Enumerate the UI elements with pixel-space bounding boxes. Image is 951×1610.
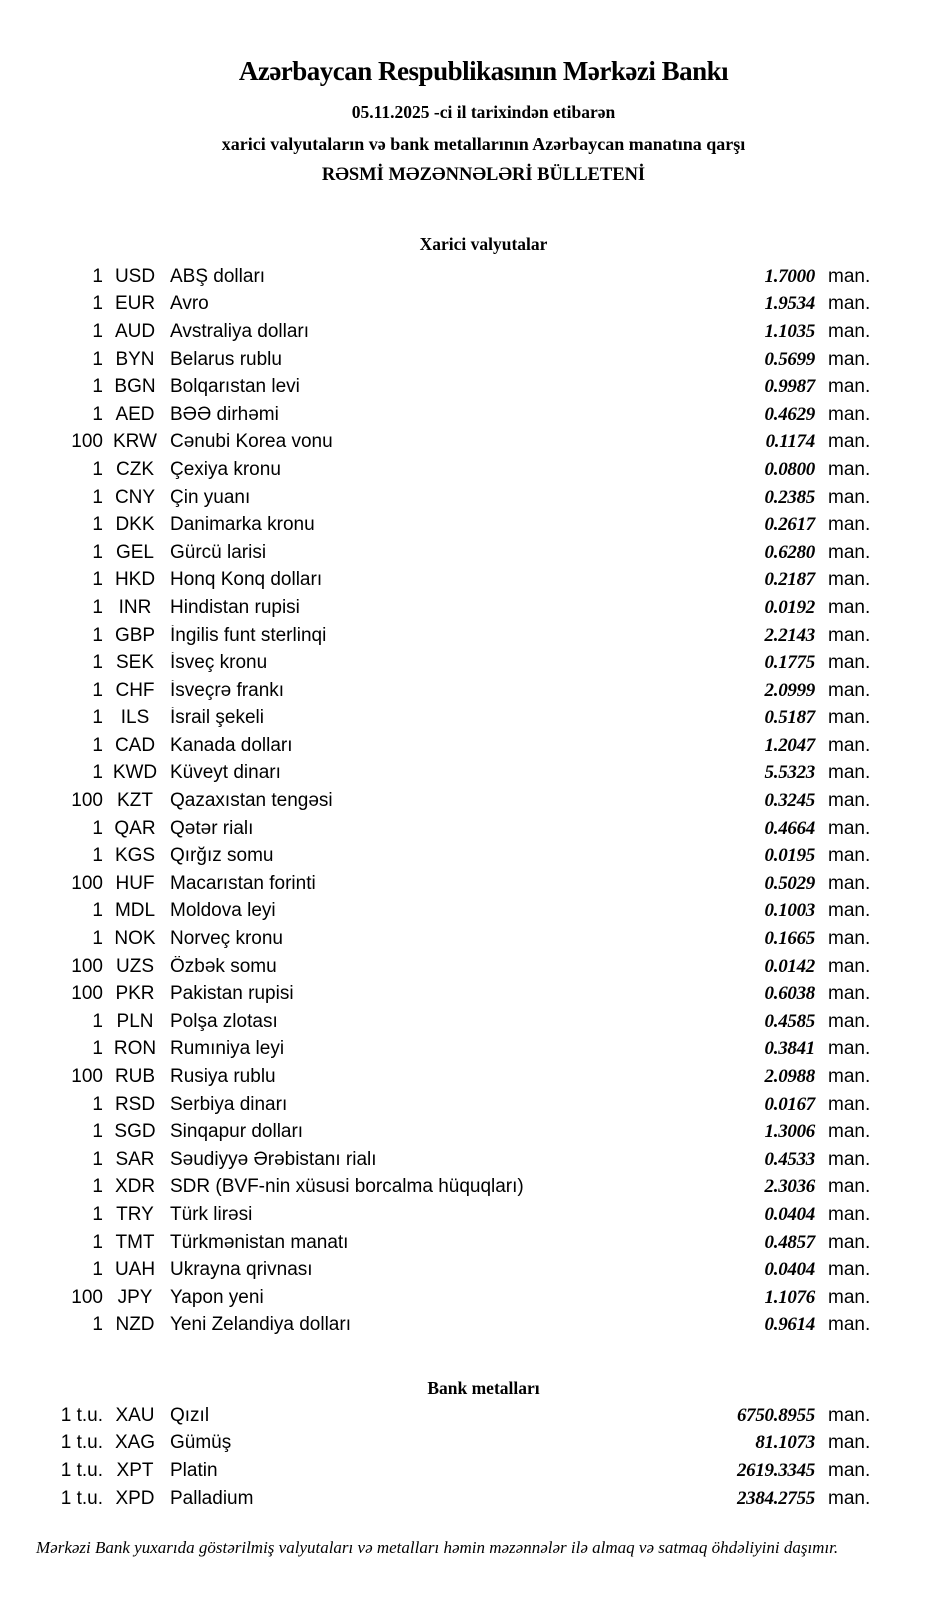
- currency-amount: 1: [92, 679, 103, 701]
- currency-unit-label: man.: [828, 293, 871, 315]
- currency-rate: 0.0167: [764, 1093, 815, 1115]
- metal-code: XAG: [114, 1432, 156, 1454]
- currency-unit-label: man.: [828, 1176, 871, 1198]
- metal-amount: 1 t.u.: [60, 1487, 103, 1509]
- currency-name: Türkmənistan manatı: [170, 1231, 349, 1253]
- currency-row: [0, 842, 951, 870]
- currency-row: [0, 1063, 951, 1091]
- metal-unit-label: man.: [828, 1432, 871, 1454]
- currency-unit-label: man.: [828, 652, 871, 674]
- currency-rate: 0.0800: [764, 458, 815, 480]
- currency-unit-label: man.: [828, 955, 871, 977]
- currency-code: RUB: [114, 1066, 156, 1088]
- currency-row: [0, 898, 951, 926]
- currency-amount: 1: [92, 486, 103, 508]
- currency-rate: 0.6280: [764, 541, 815, 563]
- currency-amount: 1: [92, 1314, 103, 1336]
- currency-code: UAH: [114, 1259, 156, 1281]
- currency-amount: 1: [92, 514, 103, 536]
- currency-amount: 1: [92, 1038, 103, 1060]
- currency-rate: 0.1003: [764, 900, 815, 922]
- currency-unit-label: man.: [828, 403, 871, 425]
- currency-unit-label: man.: [828, 486, 871, 508]
- metal-row: [0, 1430, 951, 1458]
- currency-row: [0, 263, 951, 291]
- currency-rate: 0.0142: [764, 955, 815, 977]
- currency-code: ILS: [120, 707, 150, 729]
- currency-row: [0, 760, 951, 788]
- currency-rate: 0.2617: [764, 514, 815, 536]
- metals-table: [0, 1402, 951, 1512]
- currency-unit-label: man.: [828, 1203, 871, 1225]
- currency-unit-label: man.: [828, 514, 871, 536]
- currency-code: DKK: [115, 514, 155, 536]
- currency-name: Özbək somu: [170, 955, 277, 977]
- metals-section-title: Bank metalları: [427, 1378, 540, 1398]
- currency-code: PKR: [115, 983, 155, 1005]
- metal-name: Qızıl: [170, 1404, 210, 1426]
- currency-amount: 1: [92, 817, 103, 839]
- currency-amount: 1: [92, 900, 103, 922]
- currency-rate: 1.2047: [764, 734, 815, 756]
- currency-rate: 1.1035: [764, 320, 815, 342]
- currency-name: Yapon yeni: [170, 1286, 264, 1308]
- currency-name: Rumıniya leyi: [170, 1038, 285, 1060]
- metal-code: XPD: [115, 1487, 155, 1509]
- currency-row: [0, 594, 951, 622]
- currency-rate: 0.0404: [764, 1259, 815, 1281]
- metal-row: [0, 1457, 951, 1485]
- currency-name: Avstraliya dolları: [170, 320, 310, 342]
- currency-amount: 1: [92, 293, 103, 315]
- currency-name: Norveç kronu: [170, 928, 283, 950]
- currency-name: Ukrayna qrivnası: [170, 1259, 313, 1281]
- currency-unit-label: man.: [828, 320, 871, 342]
- currency-name: Cənubi Korea vonu: [170, 431, 333, 453]
- currency-amount: 1: [92, 348, 103, 370]
- currency-name: Çexiya kronu: [170, 458, 281, 480]
- currency-code: INR: [118, 596, 152, 618]
- currency-row: [0, 787, 951, 815]
- currency-amount: 100: [71, 983, 103, 1005]
- currency-amount: 1: [92, 376, 103, 398]
- metal-unit-label: man.: [828, 1487, 871, 1509]
- currency-code: RON: [113, 1038, 157, 1060]
- currency-code: RSD: [114, 1093, 156, 1115]
- currency-code: NOK: [114, 928, 156, 950]
- metal-code: XPT: [116, 1459, 154, 1481]
- currency-row: [0, 567, 951, 595]
- currency-rate: 0.5187: [764, 707, 815, 729]
- currency-name: BƏƏ dirhəmi: [170, 403, 279, 425]
- currency-amount: 1: [92, 596, 103, 618]
- currency-row: [0, 1118, 951, 1146]
- currency-code: EUR: [114, 293, 156, 315]
- currency-rate: 0.5699: [764, 348, 815, 370]
- currency-unit-label: man.: [828, 679, 871, 701]
- currency-name: Belarus rublu: [170, 348, 282, 370]
- currency-name: Rusiya rublu: [170, 1066, 276, 1088]
- currency-amount: 1: [92, 845, 103, 867]
- currency-code: PLN: [116, 1010, 154, 1032]
- currency-amount: 1: [92, 1121, 103, 1143]
- currency-amount: 1: [92, 1010, 103, 1032]
- currency-amount: 1: [92, 734, 103, 756]
- subject-line: xarici valyutaların və bank metallarının Azərbaycan manatına qarşı: [221, 134, 746, 154]
- currency-rate: 2.2143: [764, 624, 815, 646]
- currency-row: [0, 677, 951, 705]
- metal-name: Gümüş: [170, 1432, 232, 1454]
- bank-name-title: Azərbaycan Respublikasının Mərkəzi Bankı: [238, 56, 729, 86]
- currency-code: SAR: [115, 1148, 155, 1170]
- currency-unit-label: man.: [828, 1314, 871, 1336]
- currency-rate: 1.9534: [764, 293, 815, 315]
- currency-row: [0, 1229, 951, 1257]
- metal-amount: 1 t.u.: [60, 1459, 103, 1481]
- currency-row: [0, 1091, 951, 1119]
- currency-rate: 0.4533: [764, 1148, 815, 1170]
- currency-rate: 2.3036: [764, 1176, 815, 1198]
- currency-rate: 1.3006: [764, 1121, 815, 1143]
- metal-code: XAU: [115, 1404, 155, 1426]
- currency-amount: 1: [92, 569, 103, 591]
- currency-unit-label: man.: [828, 983, 871, 1005]
- currency-row: [0, 1146, 951, 1174]
- currency-code: QAR: [114, 817, 156, 839]
- currency-name: Küveyt dinarı: [170, 762, 281, 784]
- currency-unit-label: man.: [828, 1093, 871, 1115]
- currency-unit-label: man.: [828, 900, 871, 922]
- currency-name: ABŞ dolları: [170, 265, 266, 287]
- currency-row: [0, 1312, 951, 1340]
- currency-rate: 0.1174: [765, 431, 815, 453]
- currency-name: Polşa zlotası: [170, 1010, 278, 1032]
- currency-row: [0, 484, 951, 512]
- currency-row: [0, 1284, 951, 1312]
- currency-rate: 0.6038: [764, 983, 815, 1005]
- currency-code: KWD: [112, 762, 158, 784]
- currency-amount: 1: [92, 1176, 103, 1198]
- currency-name: Serbiya dinarı: [170, 1093, 288, 1115]
- currency-unit-label: man.: [828, 1010, 871, 1032]
- currency-rate: 0.4585: [764, 1010, 815, 1032]
- currency-code: HKD: [114, 569, 156, 591]
- currency-amount: 100: [71, 955, 103, 977]
- metal-unit-label: man.: [828, 1459, 871, 1481]
- currency-row: [0, 1174, 951, 1202]
- bulletin-title: RƏSMİ MƏZƏNNƏLƏRİ BÜLLETENİ: [321, 165, 646, 185]
- currency-amount: 1: [92, 458, 103, 480]
- currency-unit-label: man.: [828, 817, 871, 839]
- currency-name: Bolqarıstan levi: [170, 376, 300, 398]
- currency-rate: 0.4664: [764, 817, 815, 839]
- currency-code: AUD: [114, 320, 156, 342]
- currency-code: HUF: [115, 872, 155, 894]
- currency-amount: 100: [71, 431, 103, 453]
- currency-row: [0, 953, 951, 981]
- currency-row: [0, 429, 951, 457]
- currency-name: Moldova leyi: [170, 900, 276, 922]
- currency-row: [0, 649, 951, 677]
- currency-unit-label: man.: [828, 928, 871, 950]
- currency-unit-label: man.: [828, 872, 871, 894]
- currency-amount: 100: [71, 1286, 103, 1308]
- currency-code: CHF: [115, 679, 155, 701]
- currency-amount: 1: [92, 762, 103, 784]
- metal-row: [0, 1402, 951, 1430]
- currency-row: [0, 732, 951, 760]
- currency-amount: 1: [92, 1148, 103, 1170]
- currency-unit-label: man.: [828, 265, 871, 287]
- currency-name: İsveç kronu: [170, 652, 268, 674]
- currency-row: [0, 815, 951, 843]
- currency-unit-label: man.: [828, 790, 871, 812]
- currency-row: [0, 511, 951, 539]
- currency-name: İngilis funt sterlinqi: [170, 624, 327, 646]
- currency-row: [0, 622, 951, 650]
- currency-rate: 0.2385: [764, 486, 815, 508]
- currency-unit-label: man.: [828, 376, 871, 398]
- currency-rate: 2.0999: [764, 679, 815, 701]
- currency-code: CNY: [114, 486, 156, 508]
- currency-code: KZT: [117, 790, 153, 812]
- currency-unit-label: man.: [828, 431, 871, 453]
- currency-unit-label: man.: [828, 624, 871, 646]
- currency-unit-label: man.: [828, 1066, 871, 1088]
- currency-code: USD: [114, 265, 156, 287]
- currency-row: [0, 980, 951, 1008]
- currency-unit-label: man.: [828, 1286, 871, 1308]
- currency-rate: 0.3245: [764, 790, 815, 812]
- currency-unit-label: man.: [828, 1231, 871, 1253]
- currency-row: [0, 1036, 951, 1064]
- currency-rate: 0.0404: [764, 1203, 815, 1225]
- currency-row: [0, 539, 951, 567]
- currency-table: [0, 263, 951, 1339]
- currency-name: İsveçrə frankı: [170, 679, 285, 701]
- currency-amount: 1: [92, 707, 103, 729]
- currency-code: SEK: [115, 652, 155, 674]
- currency-code: BYN: [115, 348, 155, 370]
- currency-name: Gürcü larisi: [170, 541, 267, 563]
- currency-name: Qazaxıstan tengəsi: [170, 790, 333, 812]
- currency-code: NZD: [115, 1314, 155, 1336]
- currency-amount: 1: [92, 1259, 103, 1281]
- currency-row: [0, 1256, 951, 1284]
- currency-unit-label: man.: [828, 1121, 871, 1143]
- metal-amount: 1 t.u.: [60, 1404, 103, 1426]
- currency-row: [0, 925, 951, 953]
- currency-row: [0, 456, 951, 484]
- currency-rate: 0.1775: [764, 652, 815, 674]
- currency-name: Yeni Zelandiya dolları: [170, 1314, 351, 1336]
- currency-name: Macarıstan forinti: [170, 872, 316, 894]
- currency-name: Avro: [170, 293, 209, 315]
- effective-date-line: 05.11.2025 -ci il tarixindən etibarən: [351, 102, 616, 122]
- disclaimer-text: Mərkəzi Bank yuxarıda göstərilmiş valyutaları və metalları həmin məzənnələr ilə almaq və satmaq öhdəliyini daşımır.: [36, 1538, 839, 1557]
- currency-amount: 100: [71, 790, 103, 812]
- currency-row: [0, 401, 951, 429]
- currency-row: [0, 1201, 951, 1229]
- currency-rate: 0.4629: [764, 403, 815, 425]
- currency-unit-label: man.: [828, 1259, 871, 1281]
- currency-rate: 5.5323: [764, 762, 815, 784]
- currency-unit-label: man.: [828, 845, 871, 867]
- currency-amount: 1: [92, 652, 103, 674]
- currency-code: GBP: [114, 624, 156, 646]
- currencies-section-title: Xarici valyutalar: [419, 234, 548, 254]
- currency-row: [0, 870, 951, 898]
- currency-unit-label: man.: [828, 1038, 871, 1060]
- currency-rate: 0.3841: [764, 1038, 815, 1060]
- currency-rate: 0.0195: [764, 845, 815, 867]
- currency-rate: 0.4857: [764, 1231, 815, 1253]
- currency-unit-label: man.: [828, 734, 871, 756]
- currency-name: SDR (BVF-nin xüsusi borcalma hüquqları): [170, 1176, 524, 1198]
- currency-code: KRW: [113, 431, 157, 453]
- currency-name: İsrail şekeli: [170, 707, 264, 729]
- currency-name: Pakistan rupisi: [170, 983, 294, 1005]
- metal-rate: 2619.3345: [736, 1459, 815, 1481]
- currency-name: Danimarka kronu: [170, 514, 315, 536]
- currency-amount: 1: [92, 403, 103, 425]
- currency-code: BGN: [114, 376, 156, 398]
- currency-code: UZS: [116, 955, 154, 977]
- currency-unit-label: man.: [828, 707, 871, 729]
- currency-amount: 1: [92, 1231, 103, 1253]
- currency-amount: 1: [92, 320, 103, 342]
- currency-amount: 1: [92, 624, 103, 646]
- metal-rate: 2384.2755: [736, 1487, 815, 1509]
- currency-amount: 1: [92, 541, 103, 563]
- currency-code: GEL: [115, 541, 155, 563]
- currency-row: [0, 1008, 951, 1036]
- currency-row: [0, 346, 951, 374]
- currency-name: Qətər rialı: [170, 817, 254, 839]
- currency-row: [0, 291, 951, 319]
- currency-name: Səudiyyə Ərəbistanı rialı: [170, 1148, 377, 1170]
- currency-amount: 1: [92, 265, 103, 287]
- currency-unit-label: man.: [828, 569, 871, 591]
- currency-unit-label: man.: [828, 596, 871, 618]
- currency-unit-label: man.: [828, 762, 871, 784]
- metal-name: Palladium: [170, 1487, 254, 1509]
- currency-unit-label: man.: [828, 1148, 871, 1170]
- currency-name: Sinqapur dolları: [170, 1121, 304, 1143]
- currency-rate: 1.7000: [764, 265, 815, 287]
- currency-code: TMT: [115, 1231, 155, 1253]
- currency-code: CAD: [114, 734, 156, 756]
- currency-rate: 0.9987: [764, 376, 815, 398]
- currency-rate: 0.1665: [764, 928, 815, 950]
- metal-row: [0, 1485, 951, 1513]
- metal-rate: 6750.8955: [736, 1404, 815, 1426]
- currency-code: AED: [115, 403, 155, 425]
- currency-code: MDL: [114, 900, 156, 922]
- metal-name: Platin: [170, 1459, 218, 1481]
- currency-name: Çin yuanı: [170, 486, 251, 508]
- currency-amount: 1: [92, 1093, 103, 1115]
- currency-name: Kanada dolları: [170, 734, 293, 756]
- currency-rate: 0.9614: [764, 1314, 815, 1336]
- currency-code: JPY: [117, 1286, 153, 1308]
- currency-amount: 100: [71, 1066, 103, 1088]
- currency-rate: 2.0988: [764, 1066, 815, 1088]
- currency-unit-label: man.: [828, 541, 871, 563]
- currency-name: Hindistan rupisi: [170, 596, 300, 618]
- currency-code: KGS: [114, 845, 156, 867]
- currency-name: Qırğız somu: [170, 845, 274, 867]
- currency-code: TRY: [116, 1203, 154, 1225]
- currency-amount: 1: [92, 1203, 103, 1225]
- metal-rate: 81.1073: [755, 1432, 815, 1454]
- currency-row: [0, 318, 951, 346]
- currency-rate: 0.0192: [764, 596, 815, 618]
- currency-amount: 100: [71, 872, 103, 894]
- currency-name: Türk lirəsi: [170, 1203, 253, 1225]
- currency-rate: 1.1076: [764, 1286, 815, 1308]
- currency-code: XDR: [114, 1176, 156, 1198]
- currency-row: [0, 373, 951, 401]
- currency-rate: 0.2187: [764, 569, 815, 591]
- currency-name: Honq Konq dolları: [170, 569, 323, 591]
- currency-unit-label: man.: [828, 348, 871, 370]
- currency-amount: 1: [92, 928, 103, 950]
- metal-unit-label: man.: [828, 1404, 871, 1426]
- currency-code: SGD: [114, 1121, 156, 1143]
- currency-unit-label: man.: [828, 458, 871, 480]
- currency-rate: 0.5029: [764, 872, 815, 894]
- currency-row: [0, 705, 951, 733]
- currency-code: CZK: [116, 458, 154, 480]
- metal-amount: 1 t.u.: [60, 1432, 103, 1454]
